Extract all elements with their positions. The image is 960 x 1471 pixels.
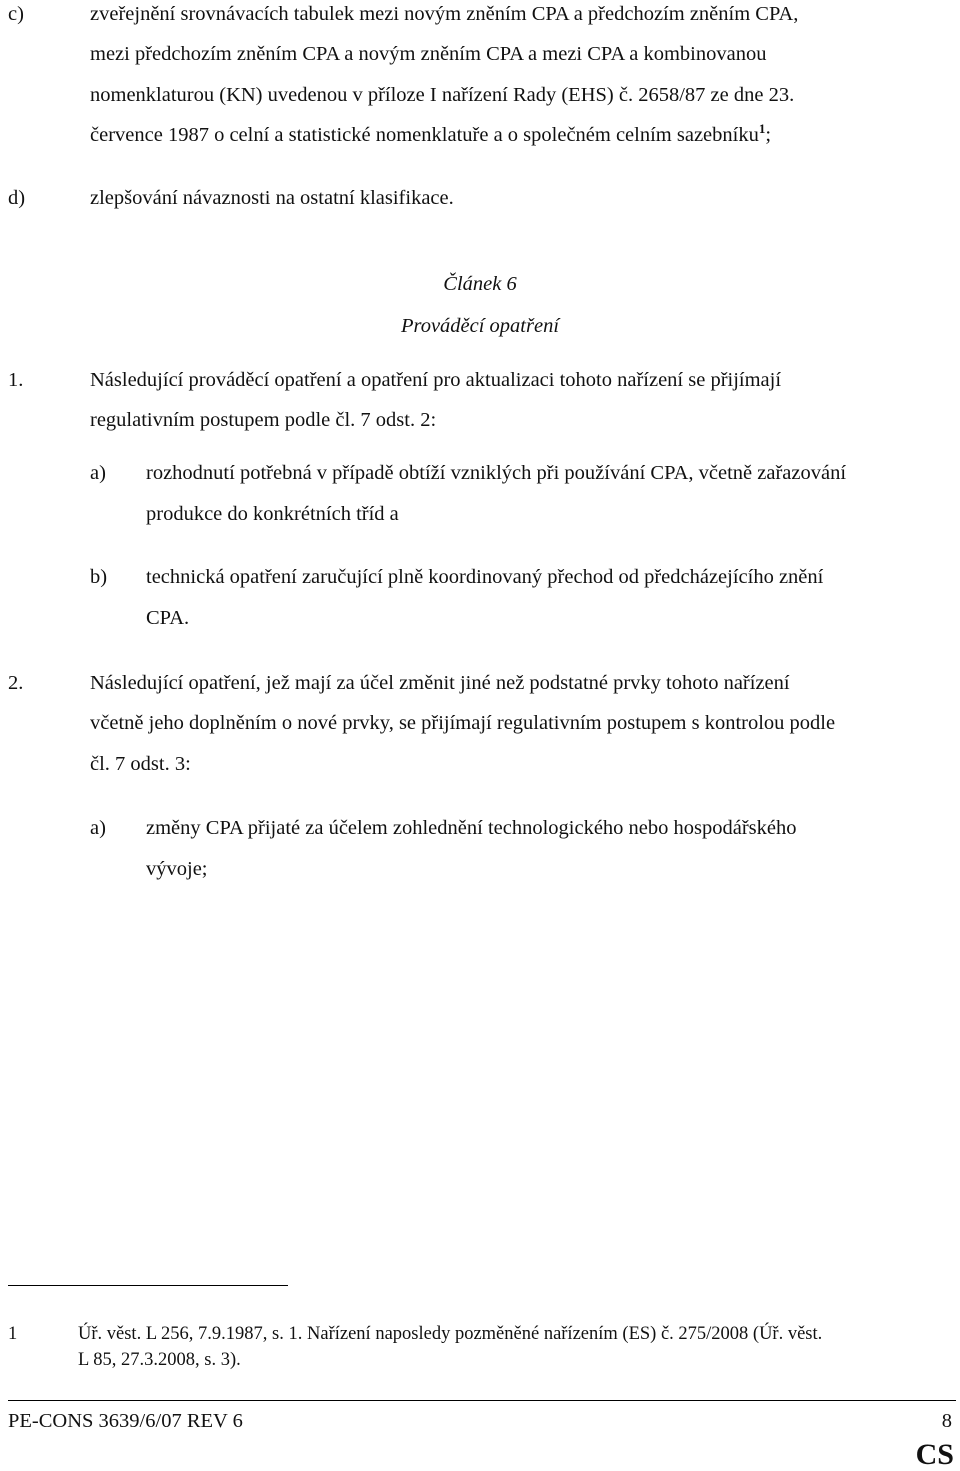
paragraph-1-line-2: regulativním postupem podle čl. 7 odst. 2:: [90, 409, 437, 431]
paragraph-2-subitem-a-line-1: změny CPA přijaté za účelem zohlednění technologického nebo hospodářského: [146, 817, 797, 839]
item-c-line-2: mezi předchozím zněním CPA a novým zněním CPA a mezi CPA a kombinovanou: [90, 43, 767, 65]
paragraph-1-subitem-a-line-1: rozhodnutí potřebná v případě obtíží vzniklých při používání CPA, včetně zařazování: [146, 462, 847, 484]
footer-rule: [8, 1400, 956, 1401]
paragraph-1-subitem-b-line-1: technická opatření zaručující plně koordinovaný přechod od předcházejícího znění: [146, 566, 824, 588]
paragraph-1-number: 1.: [8, 369, 24, 391]
paragraph-2-subitem-a-line-2: vývoje;: [146, 858, 208, 880]
item-c-line-3: nomenklaturou (KN) uvedenou v příloze I nařízení Rady (EHS) č. 2658/87 ze dne 23.: [90, 84, 795, 106]
paragraph-1-subitem-b-marker: b): [90, 566, 108, 588]
footnote-reference[interactable]: 1: [758, 121, 766, 136]
paragraph-1-subitem-a-line-2: produkce do konkrétních tříd a: [146, 503, 399, 525]
article-number: Článek 6: [443, 273, 517, 295]
article-title: Prováděcí opatření: [400, 315, 560, 337]
paragraph-2-line-2: včetně jeho doplněním o nové prvky, se přijímají regulativním postupem s kontrolou podle: [90, 712, 836, 734]
paragraph-1-subitem-b-line-2: CPA.: [146, 607, 190, 629]
paragraph-2-line-3: čl. 7 odst. 3:: [90, 753, 191, 775]
footnote-separator: [8, 1285, 288, 1286]
paragraph-1-subitem-a-marker: a): [90, 462, 106, 484]
item-d-marker: d): [8, 187, 26, 209]
footnote-marker: 1: [8, 1324, 18, 1344]
footnote-line-1: Úř. věst. L 256, 7.9.1987, s. 1. Nařízení naposledy pozměněné nařízením (ES) č. 275/2008 (Úř. věst.: [78, 1324, 823, 1344]
item-c-line-4: [90, 121, 772, 146]
footer-page-number: 8: [941, 1410, 952, 1432]
paragraph-2-subitem-a-marker: a): [90, 817, 106, 839]
paragraph-1-line-1: Následující prováděcí opatření a opatření pro aktualizaci tohoto nařízení se přijímají: [90, 369, 782, 391]
footer-language: CS: [915, 1438, 954, 1471]
item-c-line-1: zveřejnění srovnávacích tabulek mezi novým zněním CPA a předchozím zněním CPA,: [90, 3, 799, 25]
item-d-line-1: zlepšování návaznosti na ostatní klasifikace.: [90, 187, 454, 209]
paragraph-2-line-1: Následující opatření, jež mají za účel změnit jiné než podstatné prvky tohoto nařízení: [90, 672, 790, 694]
paragraph-2-number: 2.: [8, 672, 24, 694]
item-c-marker: c): [8, 3, 24, 25]
item-c-trailing: ;: [765, 124, 772, 146]
footnote-line-2: L 85, 27.3.2008, s. 3).: [78, 1350, 241, 1370]
footer-doc-ref: PE-CONS 3639/6/07 REV 6: [8, 1410, 243, 1432]
item-c-line-4-text: července 1987 o celní a statistické nomenklatuře a o společném celním sazebníku: [90, 124, 759, 146]
